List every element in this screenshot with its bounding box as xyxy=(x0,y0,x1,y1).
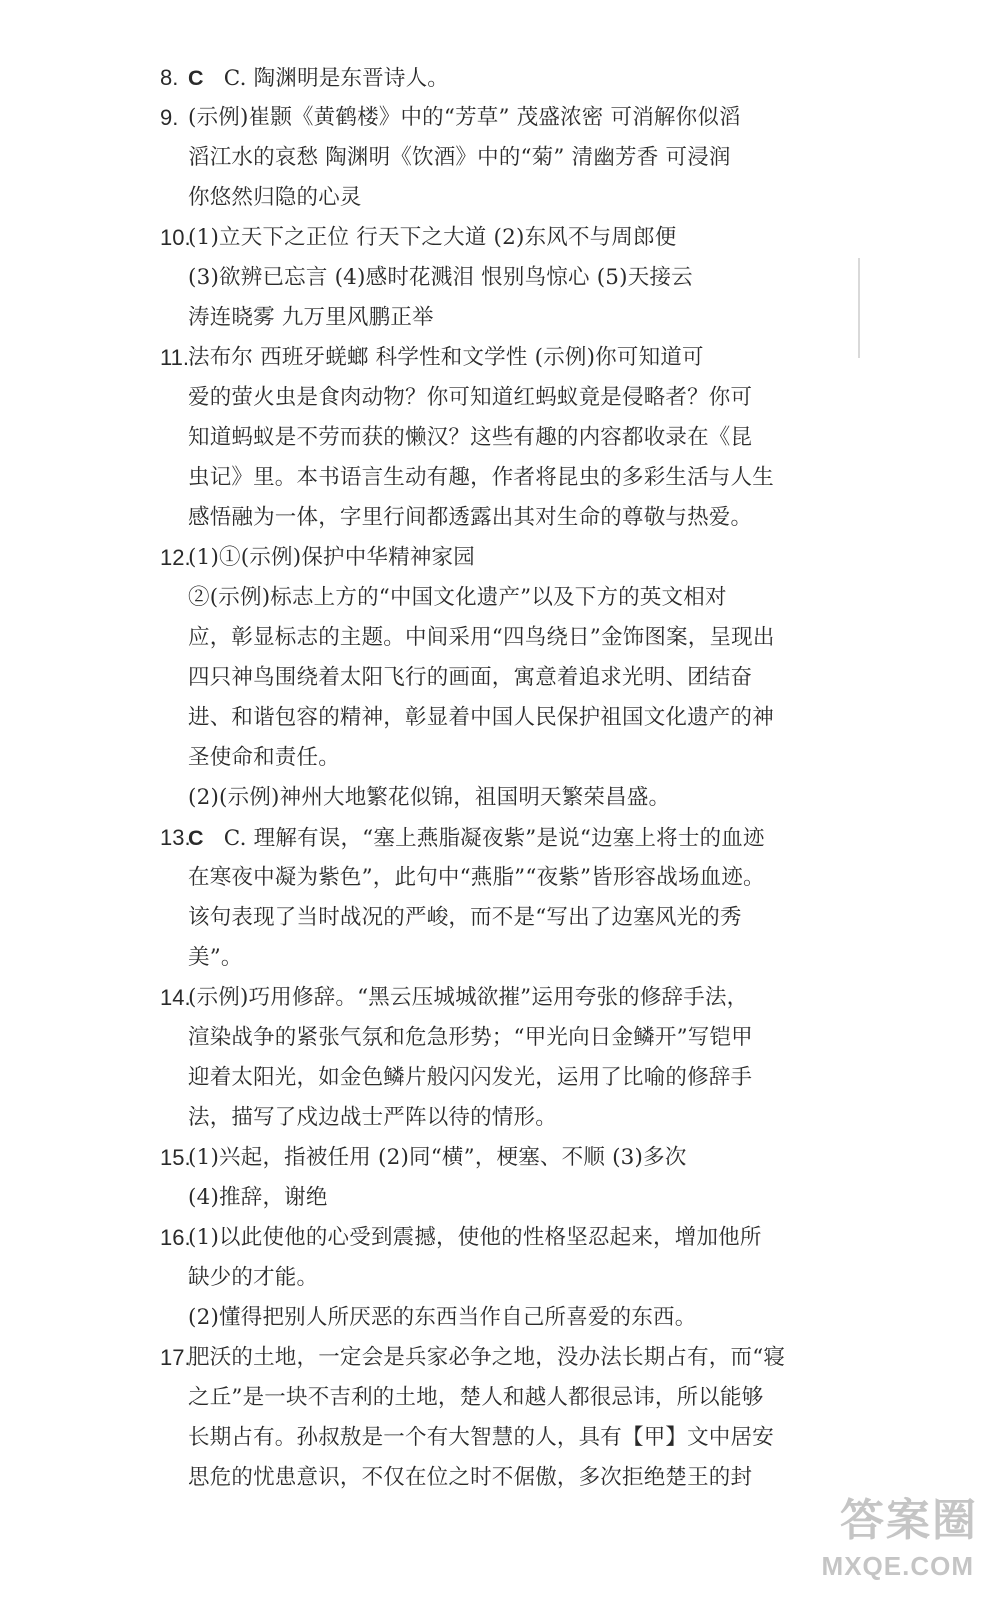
answer-line xyxy=(188,1138,687,1178)
answer-line xyxy=(188,978,748,1018)
answer-line xyxy=(188,1418,774,1458)
question-number: 11. xyxy=(160,345,189,370)
answer-line xyxy=(188,698,774,738)
answer-text: 滔江水的哀愁 陶渊明《饮酒》中的“菊” 清幽芳香 可浸润 xyxy=(188,145,731,170)
watermark-url: MXQE.COM xyxy=(821,1551,974,1581)
answer-text: 之丘”是一块不吉利的土地，楚人和越人都很忌讳，所以能够 xyxy=(188,1385,764,1410)
answer-text: 法，描写了戍边战士严阵以待的情形。 xyxy=(188,1105,557,1130)
answer-text: 缺少的才能。 xyxy=(188,1265,319,1290)
question-number: 8. xyxy=(160,65,179,90)
answer-line xyxy=(188,818,765,859)
answer-text: 知道蚂蚁是不劳而获的懒汉？这些有趣的内容都收录在《昆 xyxy=(188,425,753,450)
answer-text: (示例)崔颢《黄鹤楼》中的“芳草” 茂盛浓密 可消解你似滔 xyxy=(188,105,741,130)
answer-line xyxy=(188,1178,328,1218)
answer-text: 渲染战争的紧张气氛和危急形势；“甲光向日金鳞开”写铠甲 xyxy=(188,1025,753,1050)
answer-text: (1)兴起，指被任用 (2)同“横”，梗塞、不顺 (3)多次 xyxy=(188,1145,687,1170)
answer-text: 爱的萤火虫是食肉动物？你可知道红蚂蚁竟是侵略者？你可 xyxy=(188,385,753,410)
answer-line xyxy=(188,418,752,458)
margin-rule xyxy=(858,258,860,358)
answer-line xyxy=(188,1098,557,1138)
answer-text: 圣使命和责任。 xyxy=(188,745,340,770)
answer-line xyxy=(188,178,362,218)
question-number: 13. xyxy=(160,825,191,850)
answer-text: 感悟融为一体，字里行间都透露出其对生命的尊敬与热爱。 xyxy=(188,505,753,530)
answer-text: 思危的忧患意识，不仅在位之时不倨傲，多次拒绝楚王的封 xyxy=(188,1465,753,1490)
answer-line xyxy=(188,378,752,418)
answer-line xyxy=(188,618,775,658)
question-number: 12. xyxy=(160,545,191,570)
answer-line xyxy=(188,658,752,698)
watermark-text: 答案圈 xyxy=(840,1495,978,1546)
answer-line xyxy=(188,98,741,138)
answer-line xyxy=(188,218,676,258)
answer-line xyxy=(188,1058,752,1098)
answer-text: (1)以此使他的心受到震撼，使他的性格坚忍起来，增加他所 xyxy=(188,1225,762,1250)
answer-line xyxy=(188,1298,696,1338)
answer-text: (2)懂得把别人所厌恶的东西当作自己所喜爱的东西。 xyxy=(188,1305,697,1330)
answer-text: (3)欲辨已忘言 (4)感时花溅泪 恨别鸟惊心 (5)天接云 xyxy=(188,265,693,290)
answer-line xyxy=(188,1458,752,1498)
question-number: 17. xyxy=(160,1345,191,1370)
answer-text: 长期占有。孙叔敖是一个有大智慧的人，具有【甲】文中居安 xyxy=(188,1425,774,1450)
answer-text: 该句表现了当时战况的严峻，而不是“写出了边塞风光的秀 xyxy=(188,905,742,930)
answer-text: 美”。 xyxy=(188,945,243,970)
answer-text: C. 理解有误，“塞上燕脂凝夜紫”是说“边塞上将士的血迹 xyxy=(223,826,765,851)
answer-line xyxy=(188,898,742,938)
answer-line xyxy=(188,1018,753,1058)
answer-line xyxy=(188,1258,318,1298)
answer-text: 应，彰显标志的主题。中间采用“四鸟绕日”金饰图案，呈现出 xyxy=(188,625,775,650)
answer-line xyxy=(188,338,704,378)
choice-answer: C xyxy=(188,66,204,90)
choice-answer: C xyxy=(188,826,204,850)
answer-line xyxy=(188,778,670,818)
answer-text: (1)①(示例)保护中华精神家园 xyxy=(188,545,475,570)
question-number: 15. xyxy=(160,1145,191,1170)
question-number: 9. xyxy=(160,105,179,130)
answer-text: 你悠然归隐的心灵 xyxy=(188,185,362,210)
answer-text: (1)立天下之正位 行天下之大道 (2)东风不与周郎便 xyxy=(188,225,677,250)
answer-line xyxy=(188,1378,763,1418)
answer-line xyxy=(188,538,475,578)
answer-text: C. 陶渊明是东晋诗人。 xyxy=(223,66,449,91)
answer-line xyxy=(188,58,449,99)
answer-text: (4)推辞，谢绝 xyxy=(188,1185,328,1210)
answer-line xyxy=(188,138,731,178)
answer-text: 肥沃的土地，一定会是兵家必争之地，没办法长期占有，而“寝 xyxy=(188,1345,786,1370)
answer-line xyxy=(188,298,434,338)
answer-text: 迎着太阳光，如金色鳞片般闪闪发光，运用了比喻的修辞手 xyxy=(188,1065,753,1090)
answer-line xyxy=(188,258,693,298)
answer-line xyxy=(188,858,765,898)
question-number: 10. xyxy=(160,225,191,250)
answer-text: (示例)巧用修辞。“黑云压城城欲摧”运用夸张的修辞手法， xyxy=(188,985,749,1010)
answer-text: 涛连晓雾 九万里风鹏正举 xyxy=(188,305,434,330)
answer-line xyxy=(188,1218,762,1258)
question-number: 16. xyxy=(160,1225,191,1250)
answer-line xyxy=(188,738,340,778)
answer-text: 在寒夜中凝为紫色”，此句中“燕脂”“夜紫”皆形容战场血迹。 xyxy=(188,865,765,890)
answer-text: 虫记》里。本书语言生动有趣，作者将昆虫的多彩生活与人生 xyxy=(188,465,774,490)
answer-text: 四只神鸟围绕着太阳飞行的画面，寓意着追求光明、团结奋 xyxy=(188,665,753,690)
answer-text: ②(示例)标志上方的“中国文化遗产”以及下方的英文相对 xyxy=(188,585,727,610)
question-number: 14. xyxy=(160,985,191,1010)
answer-text: 法布尔 西班牙蜣螂 科学性和文学性 (示例)你可知道可 xyxy=(188,345,704,370)
answer-text: (2)(示例)神州大地繁花似锦，祖国明天繁荣昌盛。 xyxy=(188,785,671,810)
answer-text: 进、和谐包容的精神，彰显着中国人民保护祖国文化遗产的神 xyxy=(188,705,774,730)
answer-line xyxy=(188,938,243,978)
answer-line xyxy=(188,458,774,498)
answer-line xyxy=(188,578,727,618)
answer-line xyxy=(188,498,752,538)
answer-line xyxy=(188,1338,785,1378)
watermark-logo xyxy=(768,1496,978,1582)
